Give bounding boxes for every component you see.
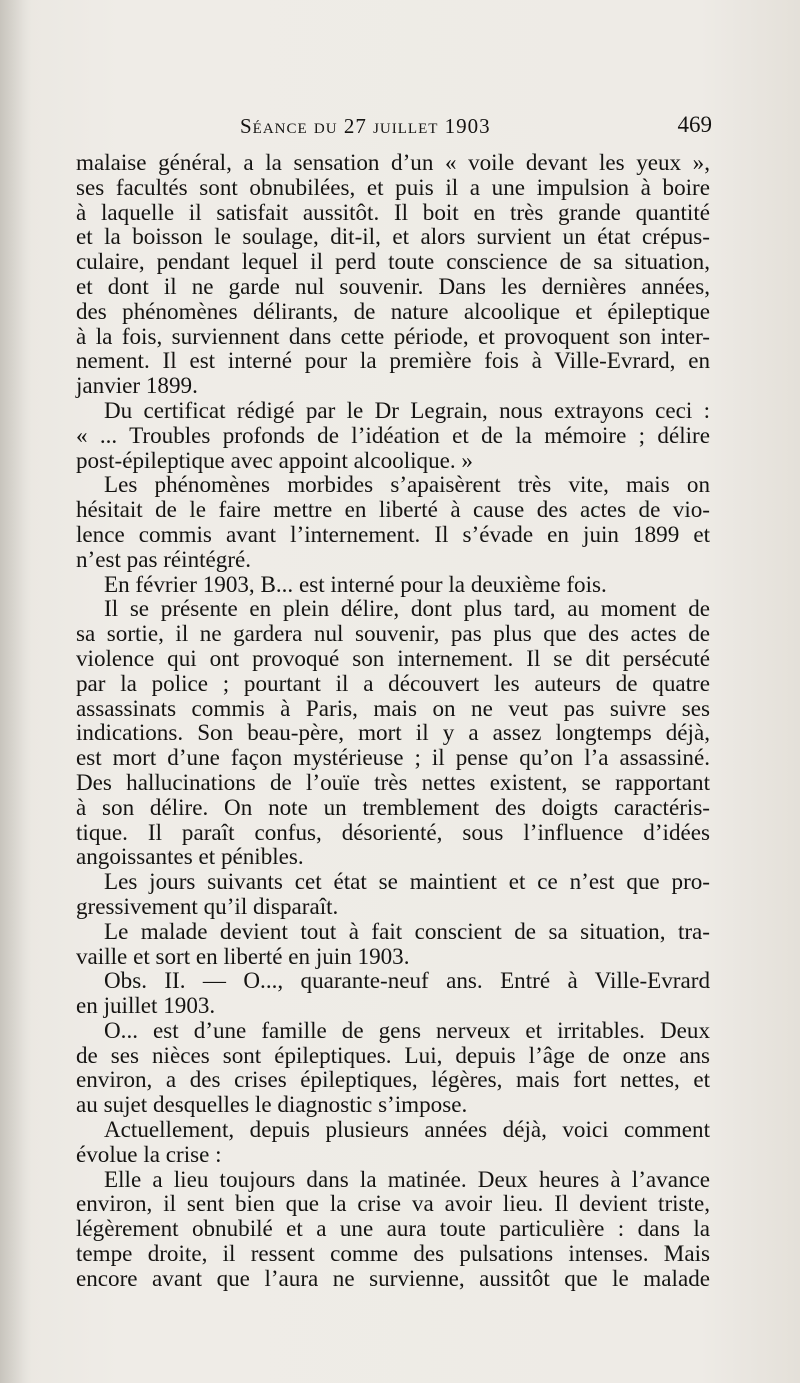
text-line: indications. Son beau-père, mort il y a assez longtemps déjà, xyxy=(76,719,710,746)
text-line: post-épileptique avec appoint alcoolique. » xyxy=(76,446,473,473)
text-line: angoissantes et pénibles. xyxy=(76,843,304,870)
text-line: Les phénomènes morbides s’apaisèrent très vite, mais on xyxy=(104,471,710,498)
text-line: à laquelle il satisfait aussitôt. Il boit en très grande quantité xyxy=(76,198,710,225)
text-line: ses facultés sont obnubilées, et puis il a une impulsion à boire xyxy=(76,173,710,200)
text-line: légèrement obnubilé et a une aura toute particulière : dans la xyxy=(76,1215,710,1242)
text-line: est mort d’une façon mystérieuse ; il pense qu’on l’a assassiné. xyxy=(76,744,710,771)
text-line: environ, il sent bien que la crise va avoir lieu. Il devient triste, xyxy=(76,1190,710,1217)
text-line: hésitait de le faire mettre en liberté à cause des actes de vio- xyxy=(76,496,710,523)
text-line: lence commis avant l’internement. Il s’évade en juin 1899 et xyxy=(76,520,710,547)
text-line: En février 1903, B... est interné pour la deuxième fois. xyxy=(104,570,607,597)
text-line: tempe droite, il ressent comme des pulsations intenses. Mais xyxy=(76,1240,710,1267)
text-line: tique. Il paraît confus, désorienté, sous l’influence d’idées xyxy=(76,818,710,845)
text-line: « ... Troubles profonds de l’idéation et de la mémoire ; délire xyxy=(76,421,710,448)
text-line: à son délire. On note un tremblement des doigts caractéris- xyxy=(76,793,710,820)
text-line: et dont il ne garde nul souvenir. Dans les dernières années, xyxy=(76,272,710,299)
text-line: des phénomènes délirants, de nature alcoolique et épileptique xyxy=(76,297,710,324)
text-line: Les jours suivants cet état se maintient et ce n’est que pro- xyxy=(104,868,710,895)
text-line: en juillet 1903. xyxy=(76,992,216,1019)
text-line: malaise général, a la sensation d’un « voile devant les yeux », xyxy=(76,149,710,175)
page-header xyxy=(78,112,712,142)
running-title: Séance du 27 juillet 1903 xyxy=(240,114,491,138)
text-line: nement. Il est interné pour la première fois à Ville-Evrard, en xyxy=(76,347,710,374)
text-line: encore avant que l’aura ne survienne, aussitôt que le malade xyxy=(76,1264,710,1291)
text-line: au sujet desquelles le diagnostic s’impose. xyxy=(76,1091,468,1118)
text-line: violence qui ont provoqué son internement. Il se dit persécuté xyxy=(76,644,710,671)
page-number: 469 xyxy=(677,112,712,137)
text-line: environ, a des crises épileptiques, légères, mais fort nettes, et xyxy=(76,1066,710,1093)
text-line: O... est d’une famille de gens nerveux et irritables. Deux xyxy=(104,1016,710,1043)
text-line: assassinats commis à Paris, mais on ne veut pas suivre ses xyxy=(76,694,710,721)
text-line: et la boisson le soulage, dit-il, et alors survient un état crépus- xyxy=(76,223,710,250)
text-line: Du certificat rédigé par le Dr Legrain, nous extrayons ceci : xyxy=(104,396,710,423)
text-line: de ses nièces sont épileptiques. Lui, depuis l’âge de onze ans xyxy=(76,1041,710,1068)
text-line: Il se présente en plein délire, dont plus tard, au moment de xyxy=(104,595,710,622)
text-line: sa sortie, il ne gardera nul souvenir, pas plus que des actes de xyxy=(76,620,710,647)
text-line: Actuellement, depuis plusieurs années déjà, voici comment xyxy=(104,1116,710,1143)
body-text xyxy=(76,150,710,1291)
text-line: n’est pas réintégré. xyxy=(76,545,252,572)
text-line: janvier 1899. xyxy=(76,372,198,399)
text-line: Obs. II. — O..., quarante-neuf ans. Entré à Ville-Evrard xyxy=(104,967,710,994)
text-line: culaire, pendant lequel il perd toute conscience de sa situation, xyxy=(76,248,710,275)
text-line: Des hallucinations de l’ouïe très nettes existent, se rapportant xyxy=(76,768,710,795)
text-line: évolue la crise : xyxy=(76,1140,222,1167)
text-line: par la police ; pourtant il a découvert les auteurs de quatre xyxy=(76,669,710,696)
text-line: Le malade devient tout à fait conscient de sa situation, tra- xyxy=(104,917,710,944)
text-line: à la fois, surviennent dans cette période, et provoquent son inter- xyxy=(76,322,710,349)
text-line: gressivement qu’il disparaît. xyxy=(76,892,339,919)
text-line: vaille et sort en liberté en juin 1903. xyxy=(76,942,410,969)
text-line: Elle a lieu toujours dans la matinée. Deux heures à l’avance xyxy=(104,1165,710,1192)
